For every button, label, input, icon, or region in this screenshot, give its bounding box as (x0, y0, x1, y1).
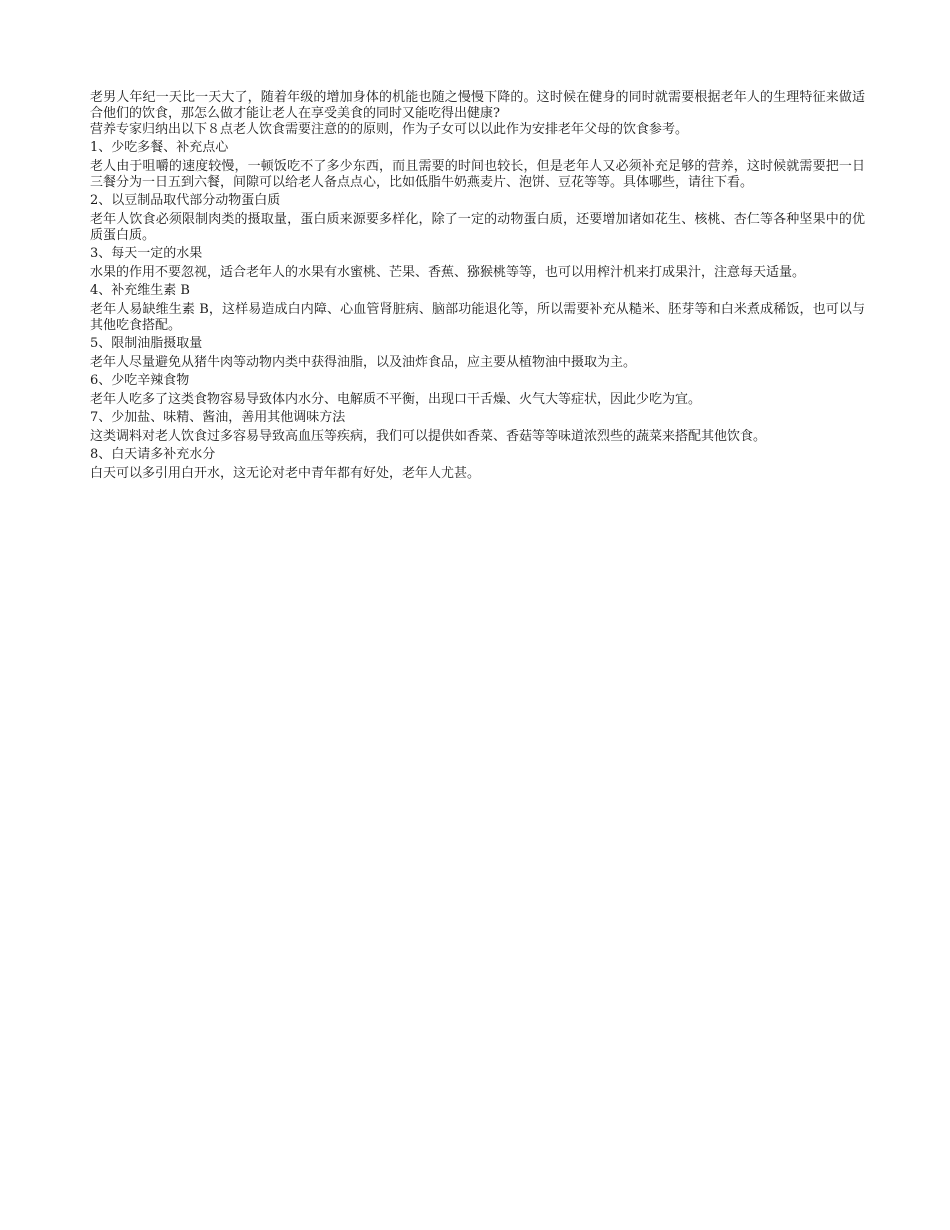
section-body: 老人由于咀嚼的速度较慢，一顿饭吃不了多少东西，而且需要的时间也较长，但是老年人又必须补充足够的营养，这时候就需要把一日三餐分为一日五到六餐，间隙可以给老人备点点心，比如低脂牛奶燕麦片、泡饼、豆花等等。具体哪些，请往下看。 (90, 159, 865, 190)
section-heading: 8、白天请多补充水分 (90, 447, 216, 462)
section-body: 水果的作用不要忽视，适合老年人的水果有水蜜桃、芒果、香蕉、猕猴桃等等，也可以用榨汁机来打成果汁，注意每天适量。 (90, 265, 806, 280)
section-body: 老年人易缺维生素 B，这样易造成白内障、心血管肾脏病、脑部功能退化等，所以需要补充从糙米、胚芽等和白米煮成稀饭，也可以与其他吃食搭配。 (90, 302, 865, 333)
section-heading: 4、补充维生素 B (90, 283, 190, 298)
section-heading: 7、少加盐、味精、酱油，善用其他调味方法 (90, 410, 346, 425)
document-page (90, 90, 865, 482)
section-heading: 2、以豆制品取代部分动物蛋白质 (90, 193, 281, 208)
section-body: 老年人饮食必须限制肉类的摄取量，蛋白质来源要多样化，除了一定的动物蛋白质，还要增加诸如花生、核桃、杏仁等各种坚果中的优质蛋白质。 (90, 212, 865, 243)
section-body: 白天可以多引用白开水，这无论对老中青年都有好处，老年人尤甚。 (90, 466, 481, 481)
section-body: 老年人尽量避免从猪牛肉等动物内类中获得油脂，以及油炸食品，应主要从植物油中摄取为主。 (90, 355, 637, 370)
intro-paragraph: 老男人年纪一天比一天大了，随着年级的增加身体的机能也随之慢慢下降的。这时候在健身的同时就需要根据老年人的生理特征来做适合他们的饮食，那怎么做才能让老人在享受美食的同时又能吃得出健康? (90, 90, 865, 121)
section-body: 这类调料对老人饮食过多容易导致高血压等疾病，我们可以提供如香菜、香菇等等味道浓烈些的蔬菜来搭配其他饮食。 (90, 429, 767, 444)
section-heading: 5、限制油脂摄取量 (90, 336, 203, 351)
section-heading: 1、少吃多餐、补充点心 (90, 140, 229, 155)
section-body: 老年人吃多了这类食物容易导致体内水分、电解质不平衡，出现口干舌燥、火气大等症状，因此少吃为宜。 (90, 392, 702, 407)
section-heading: 6、少吃辛辣食物 (90, 373, 190, 388)
section-heading: 3、每天一定的水果 (90, 246, 203, 261)
intro-paragraph: 营养专家归纳出以下８点老人饮食需要注意的的原则，作为子女可以以此作为安排老年父母的饮食参考。 (90, 122, 689, 137)
